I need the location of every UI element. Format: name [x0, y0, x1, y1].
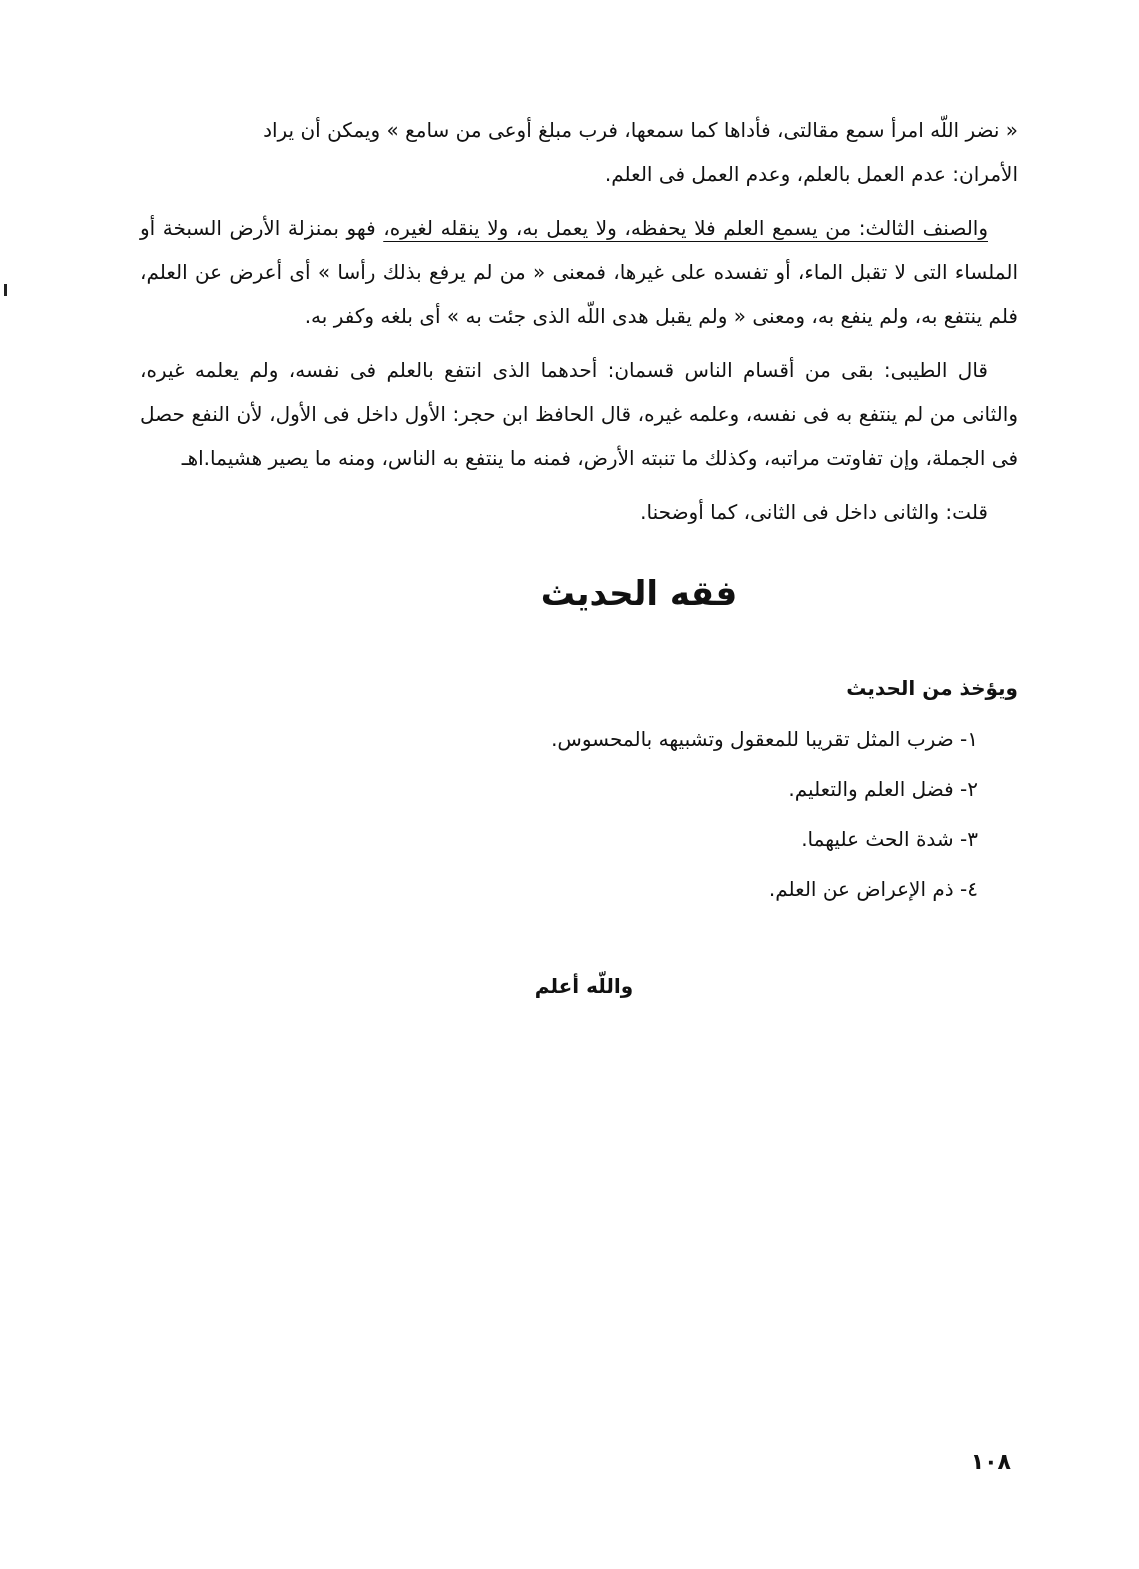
list-item: ٤- ذم الإعراض عن العلم. [768, 877, 978, 901]
section-subheading: ويؤخذ من الحديث [846, 676, 1018, 700]
list-item: ١- ضرب المثل تقريبا للمعقول وتشبيهه بالمحسوس. [551, 727, 978, 751]
paragraph-conclusion: قلت: والثانى داخل فى الثانى، كما أوضحنا. [640, 500, 988, 524]
paragraph-hadith-line-2: الأمران: عدم العمل بالعلم، وعدم العمل فى العلم. [604, 162, 1018, 186]
lessons-list [140, 714, 1018, 914]
paragraph-tayyibi: قال الطيبى: بقى من أقسام الناس قسمان: أحدهما الذى انتفع بالعلم فى نفسه، ولم يعلمه غيره، والثانى من لم ينتفع به فى نفسه، وعلمه غيره، قال الحافظ ابن حجر: الأول داخل فى الأول، لأن النفع حصل فى الجملة، وإن تفاوتت مراتبه، وكذلك ما تنبته الأرض، فمنه ما ينتفع به الناس، ومنه ما يصير هشيما.اهـ [140, 358, 1018, 470]
list-item: ٢- فضل العلم والتعليم. [788, 777, 978, 801]
section-title: فقه الحديث [540, 574, 738, 614]
document-page [140, 108, 1018, 998]
list-item: ٣- شدة الحث عليهما. [801, 827, 978, 851]
paragraph-hadith-line-1: « نضر اللّه امرأ سمع مقالتى، فأداها كما سمعها، فرب مبلغ أوعى من سامع » ويمكن أن يراد [263, 118, 1018, 142]
underlined-phrase: والصنف الثالث: من يسمع العلم فلا يحفظه، ولا يعمل به، ولا ينقله لغيره، [383, 216, 988, 240]
paragraph-third-category-rest: فهو بمنزلة الأرض السبخة أو الملساء التى لا تقبل الماء، أو تفسده على غيرها، فمعنى « من لم يرفع بذلك رأسا » أى أعرض عن العلم، فلم ينتفع به، ولم ينفع به، ومعنى « ولم يقبل هدى اللّه الذى جئت به » أى بلغه وكفر به. [140, 216, 1018, 328]
page-number: ١٠٨ [970, 1450, 1011, 1475]
closing-phrase: واللّه أعلم [534, 974, 634, 998]
scan-edge-mark [4, 284, 7, 296]
paragraph-hadith-quote [140, 108, 1018, 196]
paragraph-third-category [140, 206, 1018, 338]
